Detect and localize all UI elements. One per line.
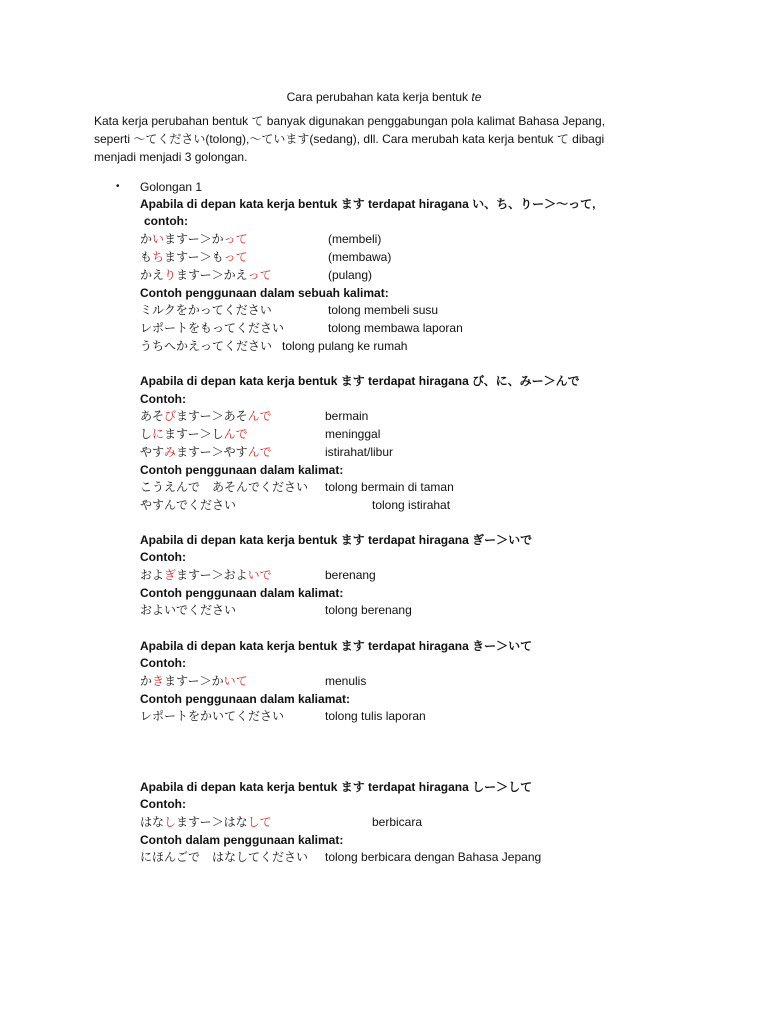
title-main: Cara perubahan kata kerja bentuk [286, 90, 469, 104]
sentence-jp: ミルクをかってください [140, 303, 272, 317]
sentence-jp: にほんごで はなしてください [140, 850, 309, 864]
example-conjugation: はなしますー＞はなして [140, 815, 272, 829]
example-conjugation: やすみますー＞やすんで [140, 445, 272, 459]
example-meaning: bermain [325, 409, 369, 423]
sentence-jp: およいでください [140, 603, 237, 617]
example-conjugation: およぎますー＞およいで [140, 568, 272, 582]
sentence-id: tolong membeli susu [328, 303, 439, 317]
contoh-label: Contoh: [140, 656, 186, 670]
rule-text: Apabila di depan kata kerja bentuk ます terdapat hiragana い、ち、りー＞～って, [140, 197, 596, 211]
sentence-jp: レポートをもってください [140, 321, 285, 335]
contoh-label: Contoh: [140, 797, 186, 811]
usage-label: Contoh penggunaan dalam kalimat: [140, 463, 344, 477]
example-meaning: berenang [325, 568, 376, 582]
example-meaning: berbicara [372, 815, 423, 829]
contoh-label: Contoh: [140, 392, 186, 406]
rule-text: Apabila di depan kata kerja bentuk ます terdapat hiragana び、に、みー＞んで [140, 374, 580, 388]
sentence-id: tolong istirahat [372, 498, 451, 512]
sentence-id: tolong membawa laporan [328, 321, 463, 335]
intro-paragraph [94, 112, 654, 166]
sentence-jp: うちへかえってください [140, 339, 273, 353]
usage-label: Contoh penggunaan dalam kalimat: [140, 586, 344, 600]
example-meaning: menulis [325, 674, 367, 688]
intro-line: menjadi menjadi 3 golongan. [94, 150, 248, 164]
example-meaning: istirahat/libur [325, 445, 394, 459]
example-conjugation: あそびますー＞あそんで [140, 409, 272, 423]
usage-label: Contoh dalam penggunaan kalimat: [140, 833, 344, 847]
example-conjugation: かえりますー＞かえって [140, 268, 272, 282]
intro-line: Kata kerja perubahan bentuk て banyak digunakan penggabungan pola kalimat Bahasa Jepang, [94, 114, 606, 128]
example-meaning: (membeli) [328, 232, 382, 246]
title-italic: te [471, 90, 482, 104]
usage-label: Contoh penggunaan dalam kaliamat: [140, 692, 351, 706]
sentence-id: tolong bermain di taman [325, 480, 454, 494]
document-title [0, 88, 768, 106]
section-heading: Golongan 1 [140, 180, 203, 194]
rule-text: Apabila di depan kata kerja bentuk ます terdapat hiragana ぎー＞いで [140, 533, 533, 547]
example-conjugation: もちますー＞もって [140, 250, 248, 264]
rule-text: Apabila di depan kata kerja bentuk ます terdapat hiragana きー＞いて [140, 639, 533, 653]
sentence-id: tolong pulang ke rumah [282, 339, 408, 353]
usage-label: Contoh penggunaan dalam sebuah kalimat: [140, 286, 389, 300]
sentence-id: tolong tulis laporan [325, 709, 426, 723]
example-meaning: (membawa) [328, 250, 392, 264]
contoh-label: Contoh: [140, 550, 186, 564]
sentence-jp: こうえんで あそんでください [140, 480, 309, 494]
example-meaning: (pulang) [328, 268, 373, 282]
example-conjugation: かきますー＞かいて [140, 674, 248, 688]
sentence-jp: やすんでください [140, 498, 237, 512]
contoh-label: contoh: [144, 214, 188, 228]
sentence-id: tolong berbicara dengan Bahasa Jepang [325, 850, 542, 864]
example-meaning: meninggal [325, 427, 381, 441]
bullet-icon: • [116, 181, 120, 192]
example-conjugation: かいますー＞かって [140, 232, 248, 246]
sentence-jp: レポートをかいてください [140, 709, 285, 723]
sentence-id: tolong berenang [325, 603, 412, 617]
rule-text: Apabila di depan kata kerja bentuk ます terdapat hiragana しー＞して [140, 780, 533, 794]
intro-line: seperti ～てください(tolong),～ています(sedang), dll. Cara merubah kata kerja bentuk て dibagi [94, 132, 605, 146]
example-conjugation: しにますー＞しんで [140, 427, 248, 441]
